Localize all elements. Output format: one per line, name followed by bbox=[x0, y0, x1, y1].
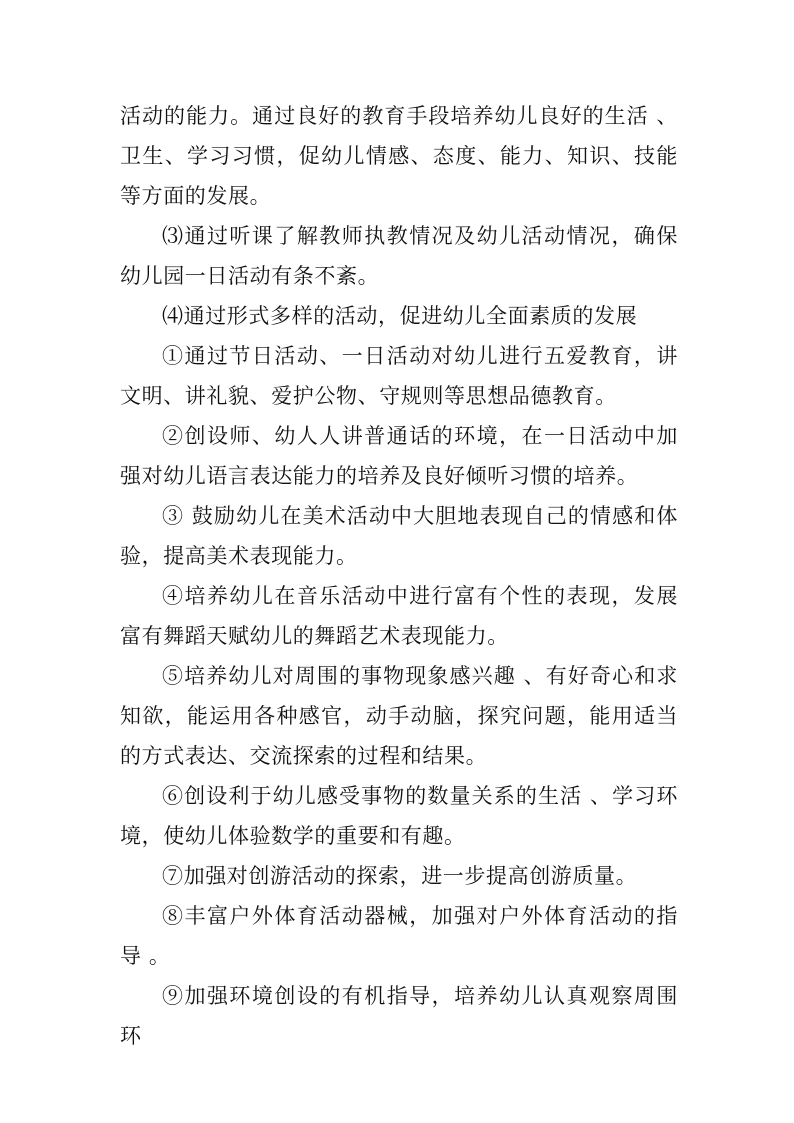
paragraph-3: ⑷通过形式多样的活动，促进幼儿全面素质的发展 bbox=[162, 304, 638, 328]
paragraph-2: ⑶通过听课了解教师执教情况及幼儿活动情况，确保幼儿园一日活动有条不紊。 bbox=[120, 224, 678, 288]
paragraph-6: ③ 鼓励幼儿在美术活动中大胆地表现自己的情感和体验，提高美术表现能力。 bbox=[120, 504, 678, 568]
paragraph-9: ⑥创设利于幼儿感受事物的数量关系的生活 、学习环境，使幼儿体验数学的重要和有趣。 bbox=[120, 784, 678, 848]
document-body bbox=[120, 96, 678, 1056]
paragraph-4: ①通过节日活动、一日活动对幼儿进行五爱教育，讲文明、讲礼貌、爱护公物、守规则等思想品德教育。 bbox=[120, 344, 678, 408]
paragraph-8: ⑤培养幼儿对周围的事物现象感兴趣 、有好奇心和求知欲，能运用各种感官，动手动脑，探究问题，能用适当的方式表达、交流探索的过程和结果。 bbox=[120, 664, 678, 768]
paragraph-10: ⑦加强对创游活动的探索，进一步提高创游质量。 bbox=[162, 864, 638, 888]
paragraph-1: 活动的能力。通过良好的教育手段培养幼儿良好的生活 、卫生、学习习惯，促幼儿情感、态度、能力、知识、技能等方面的发展。 bbox=[120, 104, 678, 208]
paragraph-12: ⑨加强环境创设的有机指导，培养幼儿认真观察周围环 bbox=[120, 984, 678, 1048]
paragraph-7: ④培养幼儿在音乐活动中进行富有个性的表现，发展富有舞蹈天赋幼儿的舞蹈艺术表现能力。 bbox=[120, 584, 678, 648]
paragraph-5: ②创设师、幼人人讲普通话的环境，在一日活动中加强对幼儿语言表达能力的培养及良好倾听习惯的培养。 bbox=[120, 424, 678, 488]
paragraph-11: ⑧丰富户外体育活动器械，加强对户外体育活动的指导 。 bbox=[120, 904, 678, 968]
